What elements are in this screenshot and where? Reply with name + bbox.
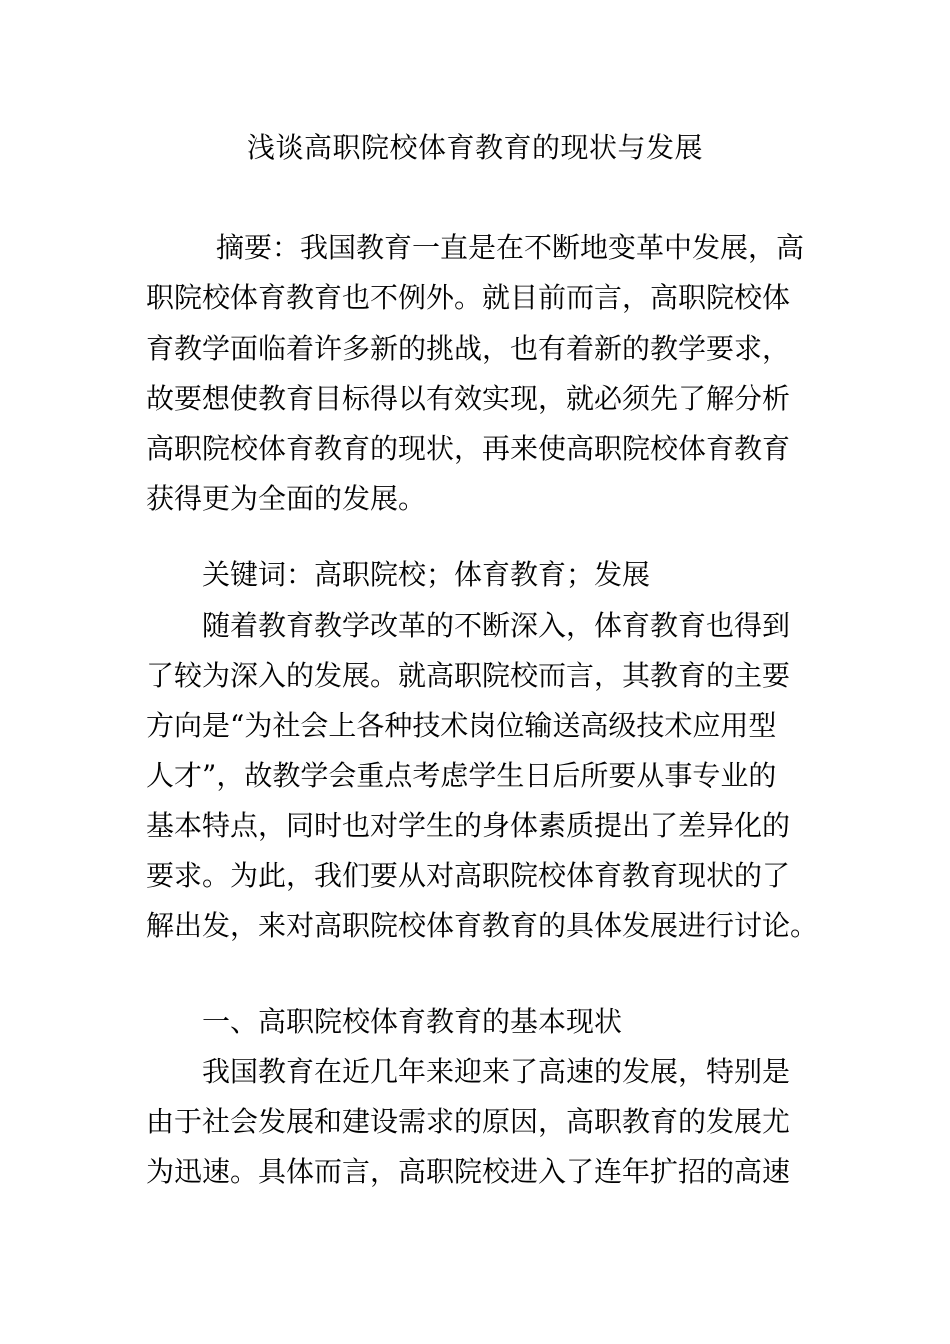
abstract-line-4: 故要想使教育目标得以有效实现，就必须先了解分析 [146, 382, 791, 415]
abstract-line-3: 育教学面临着许多新的挑战，也有着新的教学要求， [146, 332, 791, 365]
abstract-line-5: 高职院校体育教育的现状，再来使高职院校体育教育 [146, 432, 791, 465]
section-1-line-1: 我国教育在近几年来迎来了高速的发展，特别是 [202, 1055, 791, 1088]
keywords-line: 关键词：高职院校；体育教育；发展 [202, 558, 651, 591]
intro-line-5: 基本特点，同时也对学生的身体素质提出了差异化的 [146, 809, 791, 842]
section-1-line-2: 由于社会发展和建设需求的原因，高职教育的发展尤 [146, 1105, 791, 1138]
intro-line-1: 随着教育教学改革的不断深入，体育教育也得到 [202, 609, 791, 642]
intro-line-4: 人才”，故教学会重点考虑学生日后所要从事专业的 [146, 759, 777, 792]
intro-line-7: 解出发，来对高职院校体育教育的具体发展进行讨论。 [146, 909, 819, 942]
intro-line-3: 方向是“为社会上各种技术岗位输送高级技术应用型 [146, 709, 777, 742]
section-1-heading: 一、高职院校体育教育的基本现状 [202, 1005, 623, 1038]
intro-line-6: 要求。为此，我们要从对高职院校体育教育现状的了 [146, 859, 791, 892]
document-title: 浅谈高职院校体育教育的现状与发展 [246, 131, 703, 164]
abstract-line-2: 职院校体育教育也不例外。就目前而言，高职院校体 [146, 281, 791, 314]
section-1-line-3: 为迅速。具体而言，高职院校进入了连年扩招的高速 [146, 1155, 791, 1188]
abstract-line-6: 获得更为全面的发展。 [146, 482, 427, 515]
intro-line-2: 了较为深入的发展。就高职院校而言，其教育的主要 [146, 659, 791, 692]
abstract-line-1: 摘要：我国教育一直是在不断地变革中发展，高 [216, 231, 805, 264]
